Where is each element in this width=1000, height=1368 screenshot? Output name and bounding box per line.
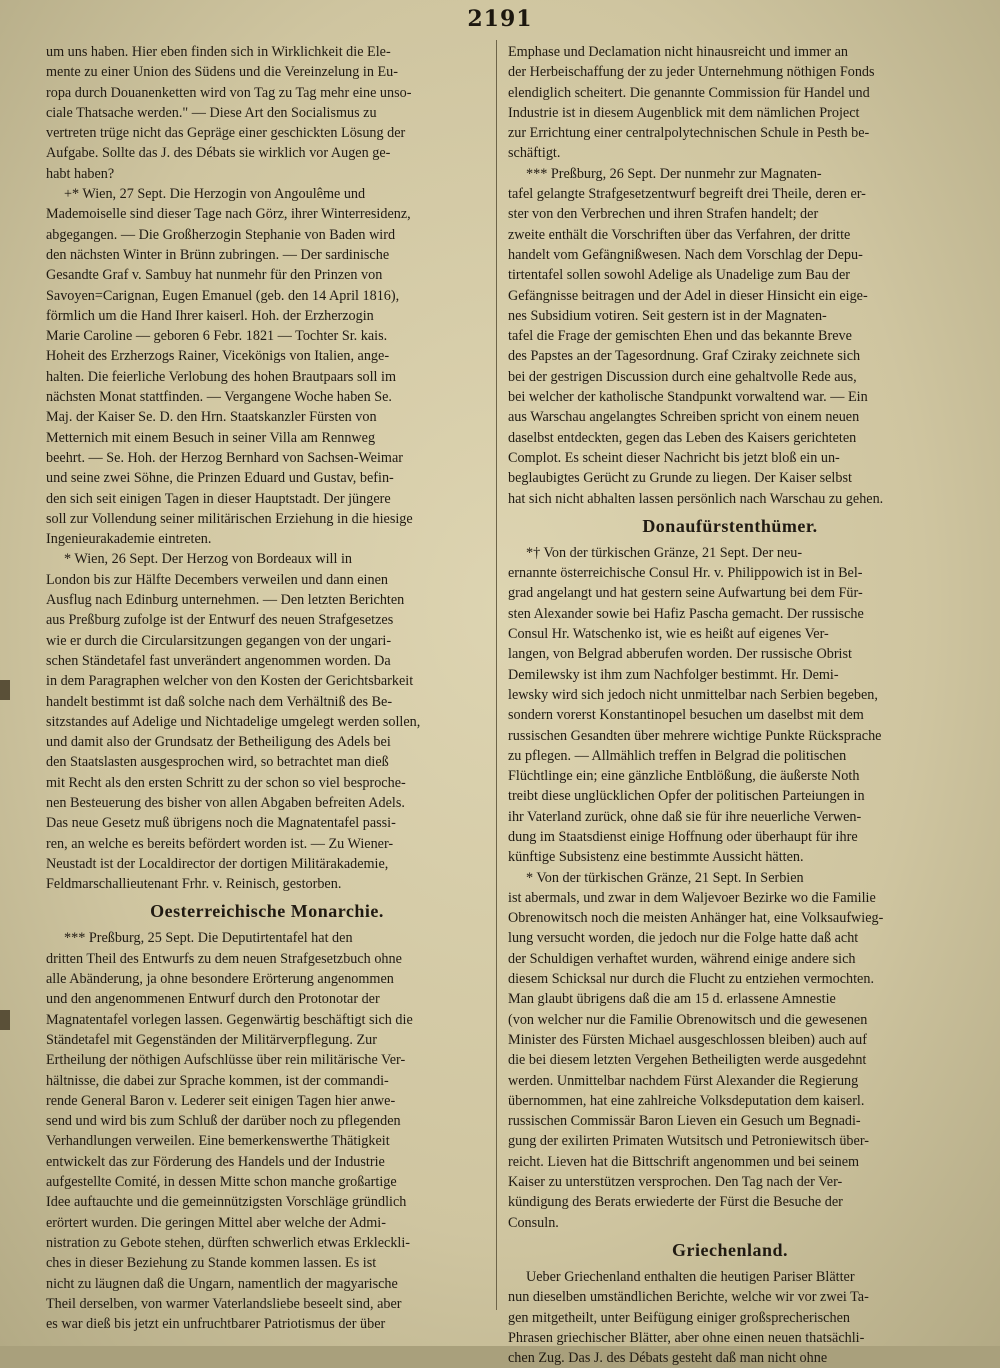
text-line: zu pflegen. — Allmählich treffen in Belgrad die politischen [508,747,847,764]
text-line: Phrasen griechischer Blätter, aber ohne einen neuen thatsächli- [508,1329,865,1346]
text-line: beglaubigtes Gerücht zu Grunde zu liegen. Der Kaiser selbst [508,470,852,487]
text-line: vertreten trüge nicht das Gepräge einer geschickten Lösung der [46,125,406,142]
text-line: treibt diese unglücklichen Opfer der politischen Parteiungen in [508,788,865,805]
text-line: die bei diesem letzten Vergehen Betheiligten werde ausgedehnt [508,1052,867,1069]
text-line: grad angelangt und hat gestern seine Aufwartung bei dem Für- [508,585,863,602]
text-line: Marie Caroline — geboren 6 Febr. 1821 — Tochter Sr. kais. [46,328,388,345]
text-line: handelt vom Gefängnißwesen. Nach dem Vorschlag der Depu- [508,246,863,263]
text-line: lung versucht worden, die jedoch nur die Folge hatte daß acht [508,930,859,947]
text-line: den Staatslasten ausgesprochen wird, so betrachtet man dieß [46,754,389,771]
text-line: * Von der türkischen Gränze, 21 Sept. In Serbien [526,869,804,886]
section-heading-donau: Donaufürstenthümer. [642,515,818,536]
text-line: es war dieß bis jetzt ein unfruchtbarer Patriotismus der über [46,1316,386,1333]
text-line: halten. Die feierliche Verlobung des hohen Brautpaars soll im [46,368,396,385]
text-line: Verhandlungen verweilen. Eine bemerkenswerthe Thätigkeit [46,1133,390,1150]
text-line: rende General Baron v. Lederer seit einigen Tagen hier anwe- [46,1092,396,1109]
text-line: tafel gelangte Strafgesetzentwurf begreift drei Theile, deren er- [508,186,866,203]
text-line: werden. Unmittelbar nachdem Fürst Alexander die Regierung [508,1072,859,1089]
text-line: *† Von der türkischen Gränze, 21 Sept. Der neu- [526,544,803,561]
text-line: und seine zwei Söhne, die Prinzen Eduard und Gustav, befin- [46,470,394,487]
text-line: diesem Schicksal nur durch die Flucht zu entziehen vermochten. [508,971,875,988]
text-line: Idee auftauchte und die gemeinnützigsten Vorschläge gründlich [46,1194,407,1211]
text-line: erörtert wurden. Die geringen Mittel aber welche der Admi- [46,1214,386,1231]
text-line: elendiglich scheitert. Die genannte Commission für Handel und [508,84,870,101]
text-line: Complot. Es scheint dieser Nachricht bis jetzt bloß ein un- [508,449,840,466]
text-line: send und wird bis zum Schluß der darüber noch zu pflegenden [46,1113,401,1130]
text-line: ist abermals, und zwar in dem Waljevoer Bezirke wo die Familie [508,889,876,906]
text-line: ihr Vaterland zurück, ohne daß sie für ihre neuerliche Verwen- [508,808,862,825]
text-line: um uns haben. Hier eben finden sich in Wirklichkeit die Ele- [46,44,391,60]
text-line: nistration zu Gebote stehen, dürften schwerlich etwas Erkleckli- [46,1234,411,1251]
text-line: Flüchtlinge ein; eine gänzliche Entblößung, die äußerste Noth [508,768,860,785]
article-continuation [508,42,952,164]
text-line: Ausflug nach Edinburg unternehmen. — Den letzten Berichten [46,592,405,609]
text-line: Kaiser zu unterstützen versprochen. Den Tag nach der Ver- [508,1174,843,1191]
text-line: aus Warschau angelangtes Schreiben spricht von einem neuen [508,409,860,426]
text-line: Ständetafel mit Gegenständen der Militärverpflegung. Zur [46,1031,377,1048]
text-line: aus Preßburg zufolge ist der Entwurf des neuen Strafgesetzes [46,612,394,629]
text-line: langen, von Belgrad abberufen worden. Der russische Obrist [508,646,852,663]
text-line: Maj. der Kaiser Se. D. den Hrn. Staatskanzler Fürsten von [46,409,377,426]
text-line: nes Subsidium votiren. Seit gestern ist in der Magnaten- [508,307,827,324]
text-line: hat sich nicht abhalten lassen persönlich nach Warschau zu gehen. [508,490,884,507]
text-line: künftige Subsistenz eine bestimmte Aussicht hätten. [508,849,804,866]
text-line: Emphase und Declamation nicht hinausreicht und immer an [508,44,849,60]
text-line: russischen Commissär Baron Lieven ein Gesuch um Begnadi- [508,1113,861,1130]
text-line: nen Besteuerung des bisher von allen Abgaben befreiten Adels. [46,794,405,811]
text-line: Magnatentafel vorlegen lassen. Gegenwärtig beschäftigt sich die [46,1011,413,1028]
text-line: bei der gestrigen Discussion durch eine gehaltvolle Rede aus, [508,368,857,385]
text-line: übernommen, hat eine zahlreiche Volksdeputation dem kaiserl. [508,1092,865,1109]
article-continuation [46,42,488,184]
text-line: und den angenommenen Entwurf durch den Protonotar der [46,991,380,1008]
text-line: nächsten Monat stattfinden. — Vergangene Woche haben Se. [46,389,392,406]
text-line: ren, an welche es bereits befördert worden ist. — Zu Wiener- [46,835,394,852]
text-line: nicht zu läugnen daß die Ungarn, namentlich der magyarische [46,1275,398,1292]
text-line: Hoheit des Erzherzogs Rainer, Vicekönigs von Italien, ange- [46,348,390,365]
text-line: *** Preßburg, 25 Sept. Die Deputirtentafel hat den [64,930,353,947]
text-line: förmlich um die Hand Ihrer kaiserl. Hoh. der Erzherzogin [46,307,374,324]
text-line: chen Zug. Das J. des Débats gesteht daß man nicht ohne [508,1350,828,1367]
text-line: ster von den Verbrechen und ihren Strafen handelt; der [508,206,819,223]
text-line: schen Ständetafel fast unverändert angenommen worden. Da [46,652,391,669]
text-line: *** Preßburg, 26 Sept. Der nunmehr zur Magnaten- [526,165,822,182]
text-line: Ertheilung der nöthigen Aufschlüsse über rein militärische Ver- [46,1052,406,1069]
text-line: mit Recht als den ersten Schritt zu der schon so viel besproche- [46,774,406,791]
text-line: sitzstandes auf Adelige und Nichtadelige umgelegt werden sollen, [46,713,421,730]
text-line: entwickelt das zur Förderung des Handels und der Industrie [46,1153,385,1170]
article-tuerkische-graenze-2 [508,868,952,1233]
text-line: zweite enthält die Vorschriften über das Verfahren, der dritte [508,226,851,243]
article-tuerkische-graenze-1 [508,543,952,868]
article-griechenland [508,1267,952,1368]
column-divider [496,40,497,1310]
text-line: Demilewsky ist ihm zum Nachfolger bestimmt. Hr. Demi- [508,666,839,683]
text-line: und damit also der Grundsatz der Betheiligung des Adels bei [46,734,391,751]
text-line: tafel die Frage der gemischten Ehen und das bekannte Breve [508,328,852,345]
text-line: zur Errichtung einer centralpolytechnischen Schule in Pesth be- [508,125,870,142]
text-line: Ingenieurakademie eintreten. [46,531,212,548]
text-line: aufgestellte Comité, in dessen Mitte schon manche großartige [46,1174,397,1191]
text-line: Metternich mit einem Besuch in seiner Villa am Rennweg [46,429,376,446]
text-line: handelt bestimmt ist daß solche nach dem Verhältniß des Be- [46,693,393,710]
text-line: gen mitgetheilt, unter Beifügung einiger großsprecherischen [508,1309,850,1326]
article-pressburg-26-sept [508,164,952,509]
text-line: bei welcher der katholische Standpunkt vorwaltend war. — Ein [508,389,868,406]
text-line: in dem Paragraphen welcher von den Kosten der Gerichtsbarkeit [46,673,414,690]
text-line: gung der exilirten Primaten Wutsitsch und Petroniewitsch über- [508,1133,869,1150]
text-line: nun dieselben umständlichen Berichte, welche wir vor zwei Ta- [508,1289,869,1306]
text-line: ropa durch Douanenketten wird von Tag zu Tag mehr eine unso- [46,84,412,101]
text-line: lewsky wird sich jedoch nicht unmittelbar nach Serbien begeben, [508,686,878,703]
text-line: Obrenowitsch noch die meisten Anhänger hat, eine Volksaufwieg- [508,910,884,927]
text-line: Gefängnisse beitragen und der Adel in dieser Hinsicht ein eige- [508,287,868,304]
text-line: +* Wien, 27 Sept. Die Herzogin von Angoulême und [64,186,366,203]
right-column [508,42,952,1368]
text-line: * Wien, 26 Sept. Der Herzog von Bordeaux will in [64,551,352,568]
text-line: Consuln. [508,1214,559,1231]
left-column [46,42,488,1334]
text-line: (von welcher nur die Familie Obrenowitsch und die gewesenen [508,1011,868,1028]
text-line: den sich seit einigen Tagen in dieser Hauptstadt. Der jüngere [46,490,391,507]
text-line: alle Abänderung, ja ohne besondere Erörterung angenommen [46,971,394,988]
text-line: des Papstes an der Tagesordnung. Graf Cziraky zeichnete sich [508,348,861,365]
binding-mark [0,680,10,700]
binding-mark [0,1010,10,1030]
text-line: Man glaubt übrigens daß die am 15 d. erlassene Amnestie [508,991,836,1008]
text-line: Industrie ist in diesem Augenblick mit dem nämlichen Project [508,104,860,121]
text-line: den nächsten Winter in Brünn zubringen. — Der sardinische [46,246,390,263]
section-heading-oesterreich: Oesterreichische Monarchie. [150,901,384,922]
text-line: mente zu einer Union des Südens und die Vereinzelung in Eu- [46,64,398,81]
text-line: der Herbeischaffung der zu jeder Unternehmung nöthigen Fonds [508,64,875,81]
text-line: beehrt. — Se. Hoh. der Herzog Bernhard von Sachsen-Weimar [46,449,403,466]
text-line: reicht. Lieven hat die Bittschrift angenommen und bei seinem [508,1153,860,1170]
text-line: sten Alexander sowie bei Hafiz Pascha gemacht. Der russische [508,605,864,622]
text-line: Gesandte Graf v. Sambuy hat nunmehr für den Prinzen von [46,267,383,284]
text-line: Neustadt ist der Localdirector der dortigen Militärakademie, [46,855,389,872]
text-line: ernannte österreichische Consul Hr. v. Philippowich ist in Bel- [508,565,863,582]
text-line: dritten Theil des Entwurfs zu dem neuen Strafgesetzbuch ohne [46,950,402,967]
section-heading-griechenland: Griechenland. [671,1239,788,1260]
text-line: daselbst entdeckten, gegen das Leben des Kaisers gerichteten [508,429,857,446]
text-line: hältnisse, die dabei zur Sprache kommen, ist der commandi- [46,1072,389,1089]
text-line: habt haben? [46,165,115,182]
text-line: Ueber Griechenland enthalten die heutigen Pariser Blätter [526,1268,855,1285]
text-line: der Schuldigen verhaftet wurden, während einige andere sich [508,950,856,967]
text-line: Das neue Gesetz muß übrigens noch die Magnatentafel passi- [46,815,396,832]
text-line: ciale Thatsache werden." — Diese Art den Socialismus zu [46,104,377,121]
text-line: ches in dieser Beziehung zu Stande kommen lassen. Es ist [46,1255,377,1272]
text-line: abgegangen. — Die Großherzogin Stephanie von Baden wird [46,226,396,243]
text-line: soll zur Vollendung seiner militärischen Erziehung in die hiesige [46,510,413,527]
text-line: tirtentafel sollen sowohl Adelige als Unadelige zum Bau der [508,267,850,284]
text-line: Aufgabe. Sollte das J. des Débats sie wirklich vor Augen ge- [46,145,391,162]
text-line: dung im Staatsdienst einige Hoffnung oder überhaupt für ihre [508,828,858,845]
text-line: sondern vorerst Konstantinopel besuchen um daselbst mit dem [508,707,864,724]
text-line: kündigung des Berats erwiederte der Fürst die Besuche der [508,1194,843,1211]
text-line: London bis zur Hälfte Decembers verweilen und dann einen [46,571,388,588]
text-line: Theil derselben, von warmer Vaterlandsliebe beseelt sind, aber [46,1295,402,1312]
page-number: 2191 [467,6,533,32]
text-line: Savoyen=Carignan, Eugen Emanuel (geb. den 14 April 1816), [46,287,400,304]
text-line: schäftigt. [508,145,561,162]
article-wien-26-sept [46,549,488,894]
text-line: russischen Gesandten über mehrere wichtige Punkte Rücksprache [508,727,882,744]
article-wien-27-sept [46,184,488,549]
text-line: Consul Hr. Watschenko ist, wie es heißt auf eigenes Ver- [508,626,829,643]
text-line: Feldmarschallieutenant Frhr. v. Reinisch, gestorben. [46,876,342,893]
article-pressburg-25-sept [46,928,488,1334]
text-line: Mademoiselle sind dieser Tage nach Görz, ihrer Winterresidenz, [46,206,411,223]
text-line: wie er durch die Circularsitzungen gegangen von der ungari- [46,632,392,649]
text-line: Minister des Fürsten Michael ausgeschlossen bleiben) auch auf [508,1031,867,1048]
